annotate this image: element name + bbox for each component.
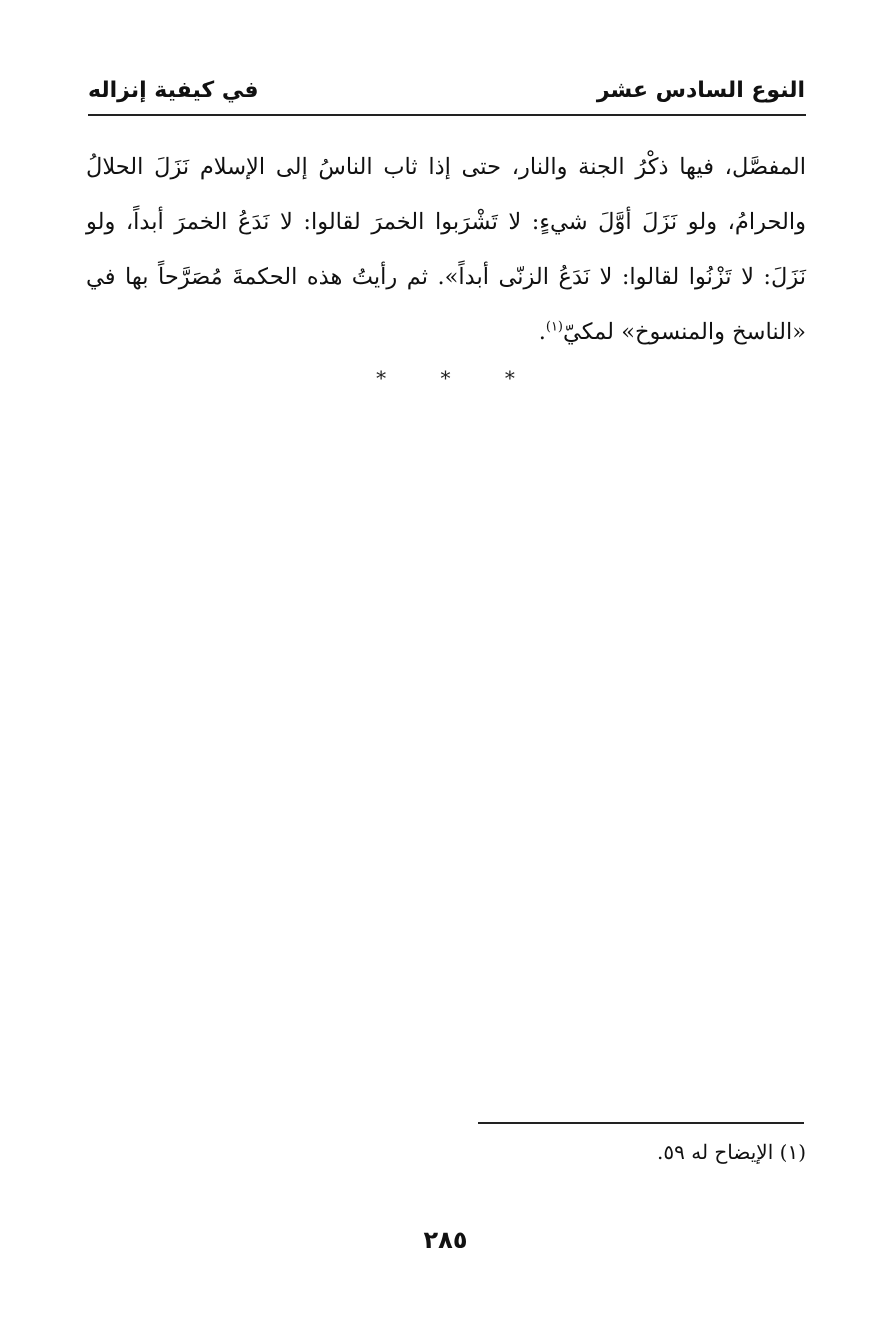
section-separator xyxy=(0,366,891,390)
page-number: ٢٨٥ xyxy=(423,1226,468,1254)
header-rule xyxy=(88,114,806,116)
running-header xyxy=(88,72,805,112)
chapter-title: النوع السادس عشر xyxy=(596,78,805,103)
footnote-reference: (١) xyxy=(545,319,563,335)
footnote-rule xyxy=(478,1122,804,1124)
main-text xyxy=(86,140,806,360)
asterisk-icon: * xyxy=(376,366,387,390)
asterisk-icon: * xyxy=(440,366,451,390)
paragraph-end: . xyxy=(538,319,546,345)
paragraph-text: المفصَّل، فيها ذكْرُ الجنة والنار، حتى إذا ثاب الناسُ إلى الإسلام نَزَلَ الحلالُ والحرامُ، ولو نَزَلَ أوَّلَ شيءٍ: لا تَشْرَبوا الخمرَ لقالوا: لا نَدَعُ الخمرَ أبداً، ولو نَزَلَ: لا تَزْنُوا لقالوا: لا نَدَعُ الزنّى أبداً». ثم رأيتُ هذه الحكمةَ مُصَرَّحاً بها في «الناسخ والمنسوخ» لمكيّ xyxy=(86,154,806,345)
section-title: في كيفية إنزاله xyxy=(88,78,259,103)
asterisk-icon: * xyxy=(504,366,515,390)
footnote: (١) الإيضاح له ٥٩. xyxy=(657,1140,806,1164)
body-paragraph xyxy=(86,140,806,360)
